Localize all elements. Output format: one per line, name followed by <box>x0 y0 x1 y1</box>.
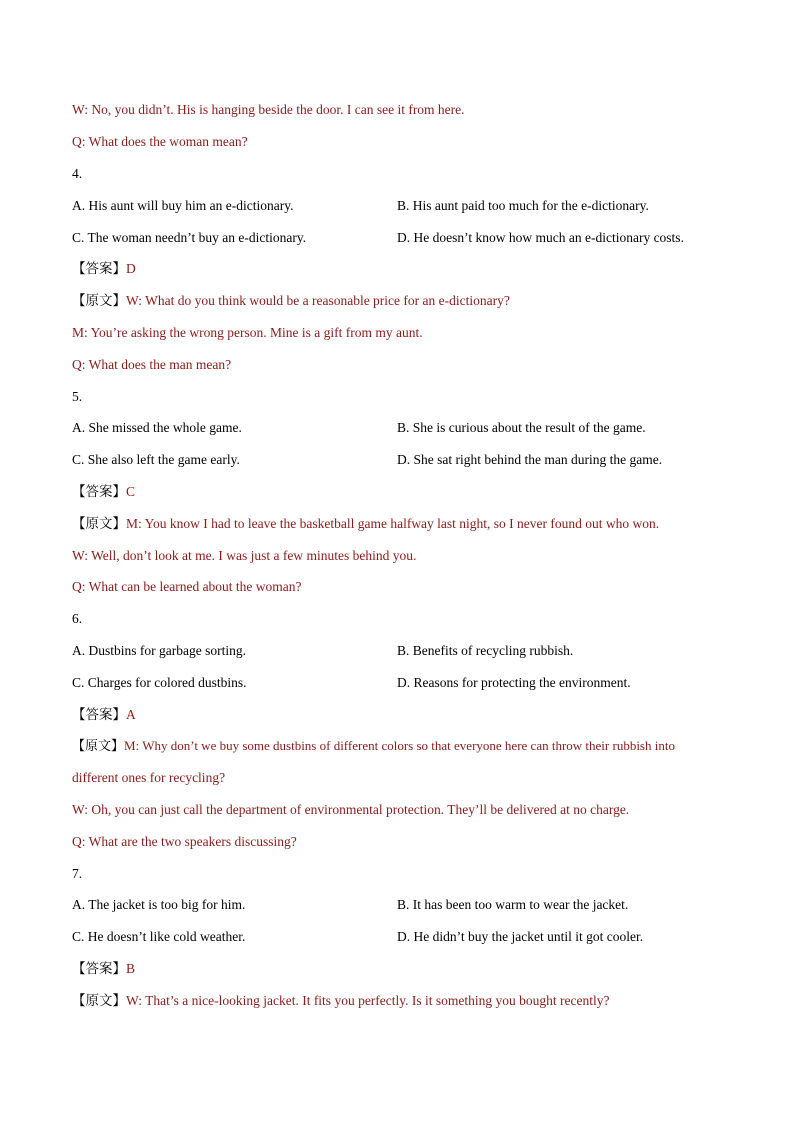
q7-option-b: B. It has been too warm to wear the jacket. <box>397 897 629 912</box>
q5-transcript-line-2: W: Well, don’t look at me. I was just a few minutes behind you. <box>72 548 417 563</box>
q4-transcript-line-1 <box>72 292 510 310</box>
q7-option-a: A. The jacket is too big for him. <box>72 897 246 912</box>
q7-transcript-text-1: W: That’s a nice-looking jacket. It fits you perfectly. Is it something you bought recently? <box>126 993 610 1008</box>
question-number-4: 4. <box>72 166 83 181</box>
q5-question-line: Q: What can be learned about the woman? <box>72 579 302 594</box>
q5-option-b: B. She is curious about the result of the game. <box>397 420 646 435</box>
q4-option-d: D. He doesn’t know how much an e-dictionary costs. <box>397 230 684 245</box>
q7-option-c: C. He doesn’t like cold weather. <box>72 929 246 944</box>
q7-option-d: D. He didn’t buy the jacket until it got cooler. <box>397 929 644 944</box>
q6-option-a: A. Dustbins for garbage sorting. <box>72 643 246 658</box>
q4-answer-line <box>72 260 136 278</box>
q5-option-d: D. She sat right behind the man during the game. <box>397 452 663 467</box>
intro-transcript-line: W: No, you didn’t. His is hanging beside the door. I can see it from here. <box>72 102 465 117</box>
q6-answer-value: A <box>126 707 136 722</box>
q4-transcript-text-1: W: What do you think would be a reasonable price for an e-dictionary? <box>126 293 510 308</box>
question-number-6: 6. <box>72 611 83 626</box>
q7-transcript-line-1 <box>72 992 610 1010</box>
q6-transcript-line-1-cont: different ones for recycling? <box>72 770 226 785</box>
q4-option-b: B. His aunt paid too much for the e-dictionary. <box>397 198 649 213</box>
q5-transcript-line-1 <box>72 515 659 533</box>
q6-option-b: B. Benefits of recycling rubbish. <box>397 643 574 658</box>
q6-option-c: C. Charges for colored dustbins. <box>72 675 247 690</box>
transcript-tag: 【原文】 <box>72 738 125 753</box>
answer-tag: 【答案】 <box>72 261 126 276</box>
question-number-7: 7. <box>72 866 83 881</box>
q5-answer-value: C <box>126 484 136 499</box>
q7-answer-line <box>72 960 135 978</box>
q6-transcript-text-1a: M: Why don’t we buy some dustbins of different colors so that everyone here can throw their rubbish into <box>124 738 675 753</box>
transcript-tag: 【原文】 <box>72 293 126 308</box>
q6-question-line: Q: What are the two speakers discussing? <box>72 834 297 849</box>
transcript-tag: 【原文】 <box>72 993 126 1008</box>
q5-answer-line <box>72 483 135 501</box>
q4-answer-value: D <box>126 261 136 276</box>
answer-tag: 【答案】 <box>72 484 126 499</box>
q7-answer-value: B <box>126 961 136 976</box>
q4-question-line: Q: What does the man mean? <box>72 357 232 372</box>
answer-tag: 【答案】 <box>72 707 126 722</box>
question-number-5: 5. <box>72 389 83 404</box>
q4-option-c: C. The woman needn’t buy an e-dictionary. <box>72 230 307 245</box>
answer-tag: 【答案】 <box>72 961 126 976</box>
q5-transcript-text-1: M: You know I had to leave the basketball game halfway last night, so I never found out who won. <box>126 516 660 531</box>
intro-question-line: Q: What does the woman mean? <box>72 134 248 149</box>
q6-transcript-line-1 <box>72 737 675 755</box>
q4-option-a: A. His aunt will buy him an e-dictionary. <box>72 198 294 213</box>
transcript-tag: 【原文】 <box>72 516 126 531</box>
q5-option-c: C. She also left the game early. <box>72 452 240 467</box>
q4-transcript-line-2: M: You’re asking the wrong person. Mine is a gift from my aunt. <box>72 325 423 340</box>
q6-answer-line <box>72 706 136 724</box>
q5-option-a: A. She missed the whole game. <box>72 420 242 435</box>
q6-option-d: D. Reasons for protecting the environment. <box>397 675 631 690</box>
q6-transcript-line-2: W: Oh, you can just call the department of environmental protection. They’ll be delivered at no charge. <box>72 802 630 817</box>
